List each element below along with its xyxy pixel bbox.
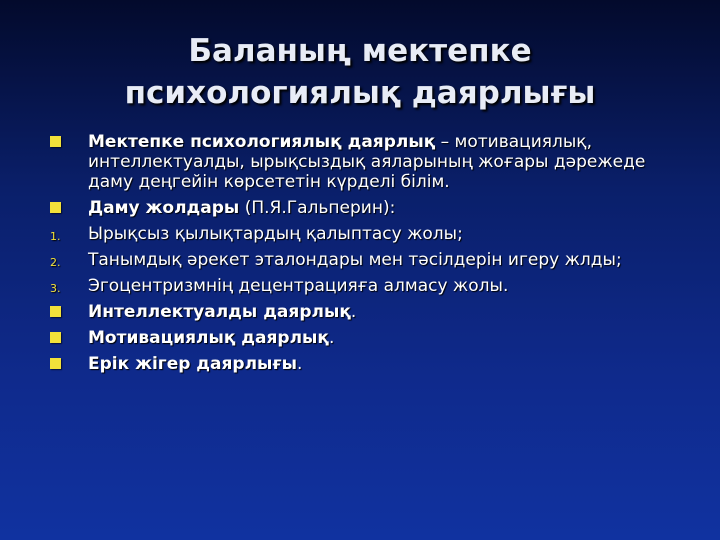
item-bold-text: Ерік жігер даярлығы [88, 354, 298, 374]
item-bold-text: Интеллектуалды даярлық [88, 302, 351, 322]
bullet-list [50, 132, 650, 380]
list-item [50, 224, 650, 244]
item-text: . [297, 354, 303, 374]
item-text: (П.Я.Гальперин): [239, 198, 396, 218]
list-item [50, 198, 650, 218]
list-item [50, 250, 650, 270]
item-text: Танымдық әрекет эталондары мен тәсілдерін игеру жлды; [88, 250, 622, 270]
title-line-2: психологиялық даярлығы [124, 75, 596, 111]
list-item [50, 354, 650, 374]
yellow-square-bullet-icon [50, 332, 61, 343]
item-text: Ырықсыз қылықтардың қалыптасу жолы; [88, 224, 463, 244]
title-line-1: Баланың мектепке [188, 33, 532, 69]
list-number: 3. [50, 282, 61, 295]
item-text: – мотивациялық, интеллектуалды, ырықсыздық аяларының жоғары дәрежеде даму деңгейін көрсететін күрделі білім. [88, 132, 646, 192]
list-number: 2. [50, 256, 61, 269]
item-bold-text: Мотивациялық даярлық [88, 328, 329, 348]
item-bold-text: Даму жолдары [88, 198, 240, 218]
yellow-square-bullet-icon [50, 306, 61, 317]
list-item [50, 132, 650, 192]
yellow-square-bullet-icon [50, 136, 61, 147]
item-text: . [328, 328, 335, 348]
yellow-square-bullet-icon [50, 202, 61, 213]
slide-title [40, 30, 680, 114]
list-item [50, 328, 650, 348]
list-item [50, 302, 650, 322]
item-bold-text: Мектепке психологиялық даярлық [88, 132, 436, 152]
yellow-square-bullet-icon [50, 358, 61, 369]
item-text: Эгоцентризмнің децентрацияға алмасу жолы. [88, 276, 509, 296]
list-item [50, 276, 650, 296]
item-text: . [350, 302, 357, 322]
list-number: 1. [50, 230, 61, 243]
